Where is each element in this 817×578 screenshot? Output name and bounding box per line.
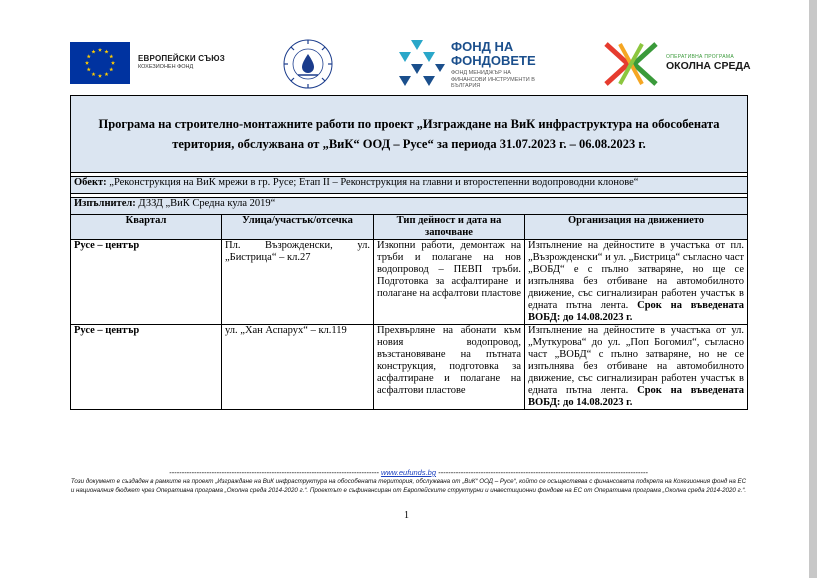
object-label: Обект: (74, 177, 107, 188)
contractor-row (71, 198, 748, 215)
object-row (71, 177, 748, 194)
column-header-traffic: Организация на движението (525, 215, 748, 240)
page-number: 1 (404, 510, 409, 521)
schedule-table (70, 95, 748, 410)
traffic-text: Изпълнение на дейностите в участъка от ул. „Муткурова“ до ул. „Поп Богомил“, съгласно част „ВОБД“ с пълно затваряне, но не се изпълнява без отбиване на автомобилното движение, със сигнализиран работен участък в едната пътна лента. (528, 325, 744, 396)
column-header-street: Улица/участък/отсечка (222, 215, 374, 240)
table-row (71, 325, 748, 410)
eufunds-link[interactable]: www.eufunds.bg (380, 468, 437, 477)
fund-title-line2: ФОНДОВЕТЕ (451, 53, 536, 68)
traffic-text: Изпълнение на дейностите в участъка от пл. „Възрожденски“ и ул. „Бистрица“ съгласно част „ВОБД“ е с пълно затваряне, но ще се изпълнява без отбиване на автомобилното движение, със сигнализиран работен участък в едната пътна лента. (528, 240, 744, 311)
street-cell: ул. „Хан Аспарух“ – кл.119 (222, 325, 374, 410)
seal-emblem-icon (282, 38, 334, 90)
page-footer (70, 468, 747, 495)
vik-seal-logo (282, 38, 334, 90)
district-cell: Русе – център (71, 325, 222, 410)
footer-dashes-right: ------------------------------------------------------------------------------------ (438, 468, 648, 477)
activity-cell: Изкопни работи, демонтаж на тръби и полагане на нов водопровод – ПЕВП тръби. Подготовка за асфалтиране и полагане на асфалтови пластове (374, 240, 525, 325)
footer-disclaimer: Този документ е създаден в рамките на проект „Изграждане на ВиК инфраструктура на обособената територия, обслужвана от „ВиК“ ООД – Русе“, който се осъществява с финансовата подкрепа на Кохезионния фонд на ЕС и националния бюджет чрез Оперативна програма „Околна среда 2014-2020 г.“. Проектът е съфинансиран от Европейските структурни и инвестиционни фондове на ЕС от Оперативна програма „Околна среда 2014-2020 г.“. (70, 478, 747, 494)
eu-flag-logo (70, 42, 130, 84)
traffic-cell (525, 325, 748, 410)
street-cell: Пл. Възрожденски, ул. „Бистрица“ – кл.27 (222, 240, 374, 325)
deadline-text: Срок на въведената ВОБД: до 14.08.2023 г. (528, 385, 745, 408)
eu-subtitle: КОХЕЗИОНЕН ФОНД (138, 64, 194, 70)
object-value: „Реконструкция на ВиК мрежи в гр. Русе; Етап II – Реконструкция на главни и второстепенни водопроводни клонове“ (106, 177, 639, 188)
document-title: Програма на строително-монтажните работи по проект „Изграждане на ВиК инфраструктура на обособената територия, обслужвана от „ВиК“ ООД – Русе“ за периода 31.07.2023 г. – 06.08.2023 г. (71, 96, 748, 173)
eu-title: ЕВРОПЕЙСКИ СЪЮЗ (138, 54, 225, 63)
env-title: ОКОЛНА СРЕДА (666, 60, 751, 72)
fund-subtitle: ФОНД МЕНИДЖЪР НА ФИНАНСОВИ ИНСТРУМЕНТИ В БЪЛГАРИЯ (451, 70, 535, 89)
contractor-label: Изпълнител: (74, 198, 136, 209)
column-header-activity: Тип дейност и дата на започване (374, 215, 525, 240)
fund-title-line1: ФОНД НА (451, 39, 514, 54)
fund-of-funds-logo (393, 38, 447, 90)
op-environment-logo (600, 40, 662, 88)
deadline-text: Срок на въведената ВОБД: до 14.08.2023 г. (528, 300, 745, 323)
column-header-district: Квартал (71, 215, 222, 240)
env-pre: ОПЕРАТИВНА ПРОГРАМА (666, 54, 735, 60)
activity-cell: Прехвърляне на абонати към новия водопровод, възстановяване на пътната конструкция, подготовка за асфалтиране и полагане на асфалтови пластове (374, 325, 525, 410)
footer-link-line (70, 468, 747, 477)
env-logo-text (666, 54, 751, 72)
fund-arrows-icon (393, 38, 447, 90)
viewer-scrollbar-edge[interactable] (809, 0, 817, 578)
table-row (71, 240, 748, 325)
eu-stars-icon (70, 42, 130, 84)
eu-logo-text (138, 54, 225, 70)
env-cross-icon (600, 40, 662, 88)
footer-dashes-left: ------------------------------------------------------------------------------------ (169, 468, 379, 477)
traffic-cell (525, 240, 748, 325)
fund-logo-text (451, 40, 546, 90)
contractor-value: ДЗЗД „ВиК Средна кула 2019“ (135, 198, 276, 209)
district-cell: Русе – център (71, 240, 222, 325)
